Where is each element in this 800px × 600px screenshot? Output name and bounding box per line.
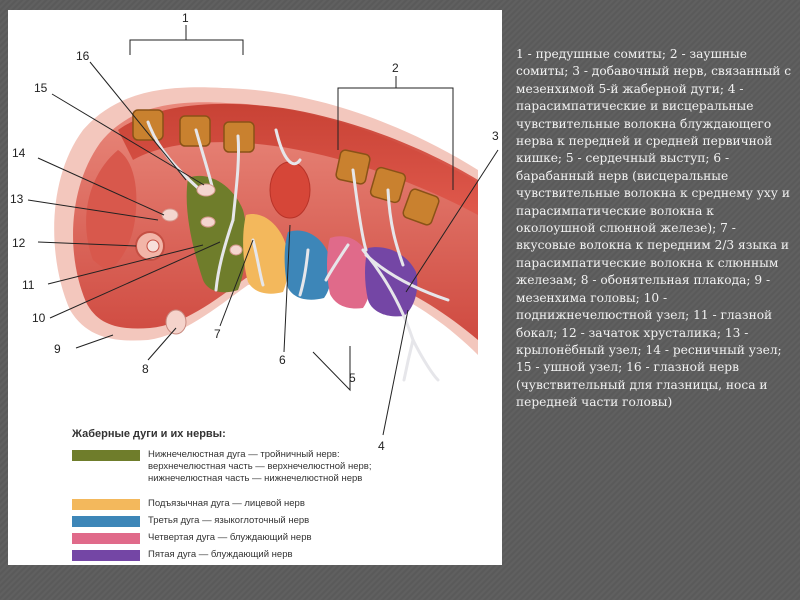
bracket-1: [130, 25, 243, 55]
callout-12: 12: [12, 236, 26, 250]
callout-4: 4: [378, 439, 385, 453]
figure-panel: [8, 10, 502, 565]
legend-swatch: [72, 450, 140, 461]
legend-item-hyoid: [72, 498, 492, 510]
callout-16: 16: [76, 49, 90, 63]
legend-label: Нижнечелюстная дуга — тройничный нерв: верхнечелюстная часть — верхнечелюстной нерв; нижнечелюстная часть — нижнечелюстной нерв: [148, 449, 372, 484]
legend-label: Подъязычная дуга — лицевой нерв: [148, 498, 305, 509]
callout-13: 13: [10, 192, 24, 206]
callout-6: 6: [279, 353, 286, 367]
callout-11: 11: [22, 278, 35, 292]
callout-10: 10: [32, 311, 46, 325]
heart-bulge: [270, 162, 310, 218]
legend-item-third: [72, 515, 492, 527]
callout-8: 8: [142, 362, 149, 376]
callout-9: 9: [54, 342, 61, 356]
legend-item-mandibular: [72, 449, 492, 485]
callout-15: 15: [34, 81, 48, 95]
legend: [72, 428, 492, 566]
olfactory-placode: [166, 310, 186, 334]
callout-1: 1: [182, 11, 189, 25]
legend-swatch: [72, 499, 140, 510]
callout-5: 5: [349, 371, 356, 385]
legend-label: Третья дуга — языкоглоточный нерв: [148, 515, 310, 526]
legend-swatch: [72, 516, 140, 527]
lens-placode: [147, 240, 159, 252]
legend-label: Пятая дуга — блуждающий нерв: [148, 549, 293, 560]
legend-label: Четвертая дуга — блуждающий нерв: [148, 532, 312, 543]
callout-14: 14: [12, 146, 26, 160]
legend-title: Жаберные дуги и их нервы:: [72, 428, 226, 440]
callout-7: 7: [214, 327, 221, 341]
callout-2: 2: [392, 61, 399, 75]
legend-item-fourth: [72, 532, 492, 544]
caption-text: 1 - предушные сомиты; 2 - заушные сомиты; 3 - добавочный нерв, связанный с мезенхимой 5-й жаберной дуги; 4 - парасимпатические и висцеральные чувствительные волокна блуждающего нерва к передней и средней первичной кишке; 5 - сердечный выступ; 6 - барабанный нерв (висцеральные чувствительные волокна к среднему уху и парасимпатические волокна к околоушной слюнной железе); 7 - вкусовые волокна к передним 2/3 языка и парасимпатические волокна к слюнным железам; 8 - обонятельная плакода; 9 - мезенхима головы; 10 - поднижнечелюстной узел; 11 - глазной бокал; 12 - зачаток хрусталика; 13 - крылонёбный узел; 14 - ресничный узел; 15 - ушной узел; 16 - глазной нерв (чувствительный для глазницы, носа и передней части головы): [516, 47, 792, 410]
legend-item-fifth: [72, 549, 492, 561]
legend-swatch: [72, 533, 140, 544]
callout-3: 3: [492, 129, 499, 143]
legend-swatch: [72, 550, 140, 561]
